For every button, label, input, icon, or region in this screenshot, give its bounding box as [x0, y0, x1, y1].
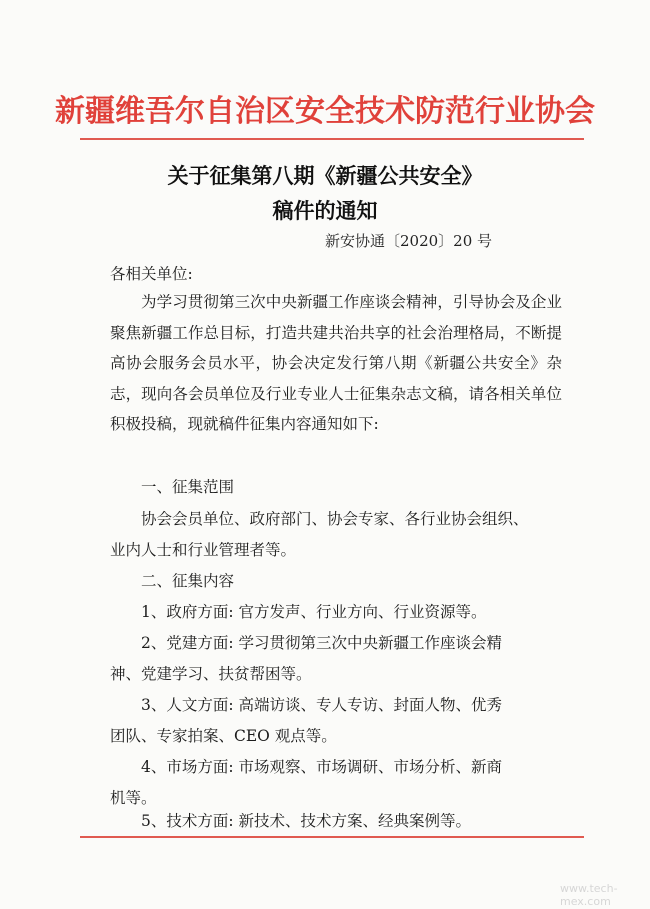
salutation: 各相关单位: [110, 265, 193, 283]
list-item-continuation: 团队、专家拍案、CEO 观点等。 [110, 727, 337, 745]
notice-title-line2: 稿件的通知 [272, 199, 378, 223]
intro-paragraph: 为学习贯彻第三次中央新疆工作座谈会精神，引导协会及企业聚焦新疆工作总目标，打造共建共治共享的社会治理格局，不断提高协会服务会员水平，协会决定发行第八期《新疆公共安全》杂志，现向各会员单位及行业专业人士征集杂志文稿，请各相关单位积极投稿，现就稿件征集内容通知如下: [110, 293, 562, 433]
section1-heading: 一、征集范围 [141, 478, 235, 496]
organization-header: 新疆维吾尔自治区安全技术防范行业协会 [55, 94, 595, 129]
footer-red-rule [80, 836, 584, 838]
notice-title-line1: 关于征集第八期《新疆公共安全》 [167, 164, 483, 188]
list-item: 2、党建方面: 学习贯彻第三次中央新疆工作座谈会精 [141, 634, 503, 652]
watermark-text: www.tech-mex.com [560, 882, 618, 908]
list-item: 5、技术方面: 新技术、技术方案、经典案例等。 [141, 812, 472, 830]
section1-body-line1: 协会会员单位、政府部门、协会专家、各行业协会组织、 [141, 510, 529, 528]
document-number: 新安协通〔2020〕20 号 [325, 232, 493, 250]
list-item: 4、市场方面: 市场观察、市场调研、市场分析、新商 [141, 758, 503, 776]
list-item: 1、政府方面: 官方发声、行业方向、行业资源等。 [141, 603, 487, 621]
header-red-rule [80, 138, 584, 140]
section1-body-line2: 业内人士和行业管理者等。 [110, 541, 297, 559]
section2-heading: 二、征集内容 [141, 572, 235, 590]
list-item: 3、人文方面: 高端访谈、专人专访、封面人物、优秀 [141, 696, 503, 714]
list-item-continuation: 神、党建学习、扶贫帮困等。 [110, 665, 312, 683]
list-item-continuation: 机等。 [110, 789, 157, 807]
